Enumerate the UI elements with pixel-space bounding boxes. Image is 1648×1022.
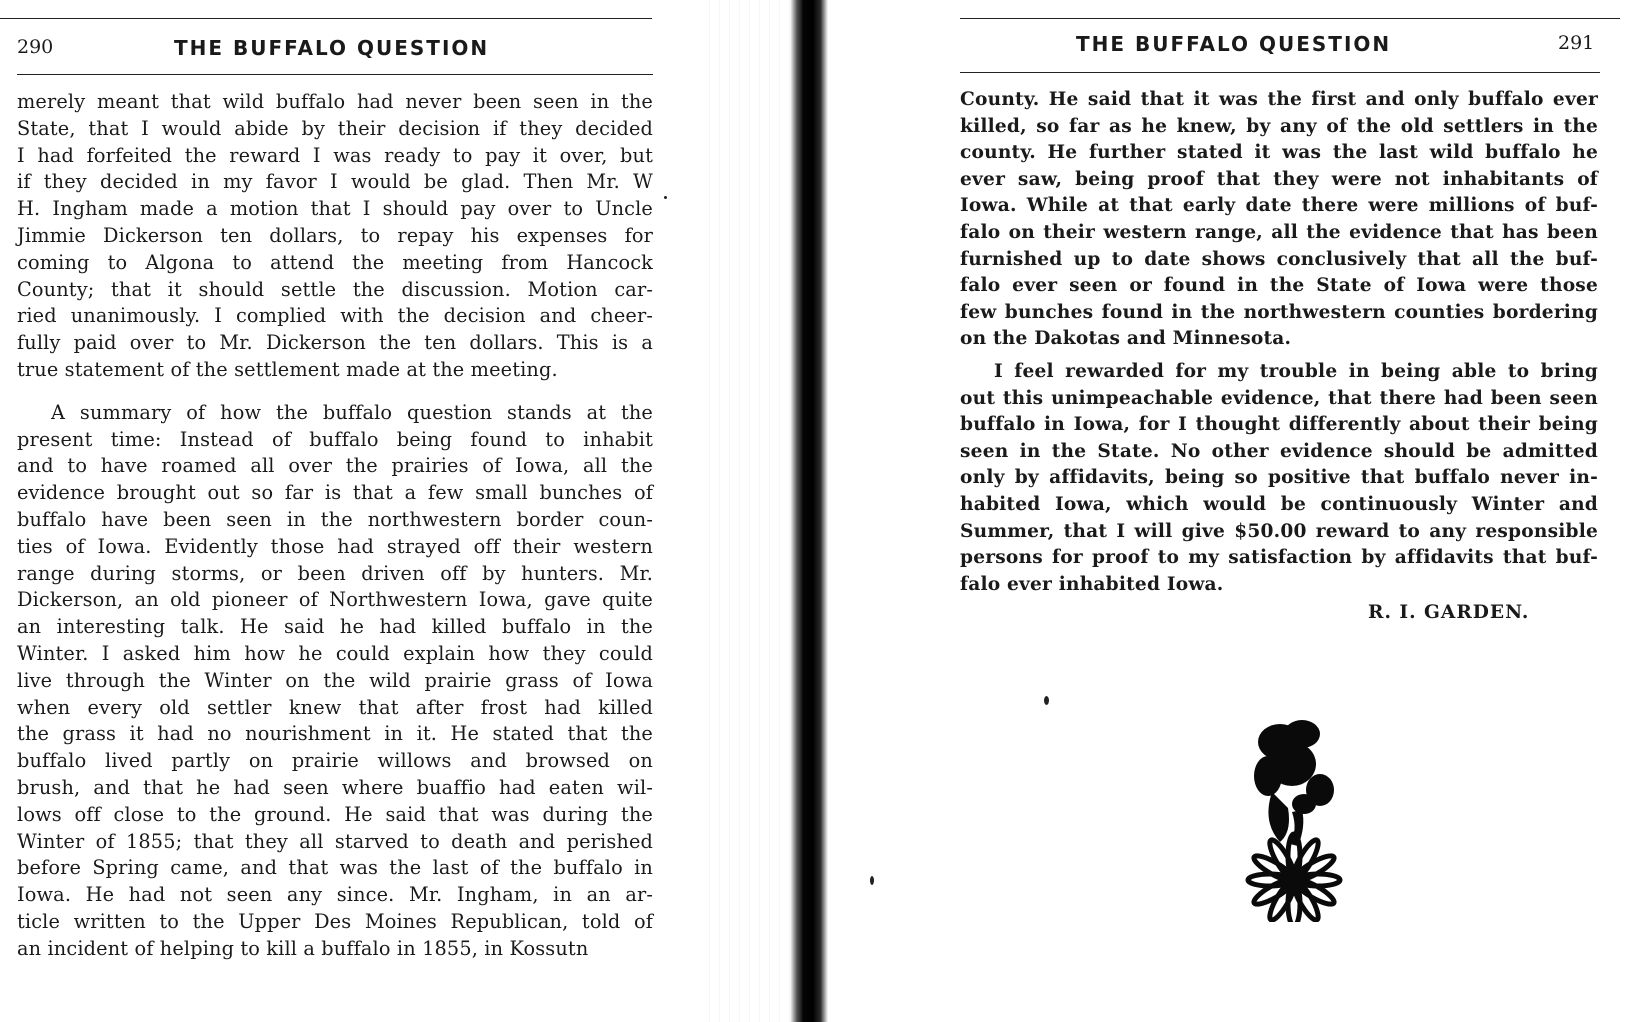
page-number: 290 (17, 36, 54, 58)
text-line: range during storms, or been driven off by hunters. Mr. (17, 561, 653, 585)
text-line: brush, and that he had seen where buaffio had eaten wil- (17, 776, 653, 799)
text-line: buffalo in Iowa, for I thought differently about their being (960, 414, 1598, 436)
text-line: County. He said that it was the first and only buffalo ever (960, 89, 1598, 110)
text-line: Jimmie Dickerson ten dollars, to repay his expenses for (17, 224, 653, 247)
text-line: only by affidavits, being so positive that buffalo never in- (960, 467, 1598, 489)
text-line: falo ever seen or found in the State of Iowa were those (960, 275, 1598, 297)
text-line: killed, so far as he knew, by any of the old settlers in the (960, 115, 1598, 137)
text-line: when every old settler knew that after frost had killed (17, 695, 653, 719)
text-line: the grass it had no nourishment in it. He stated that the (17, 722, 653, 746)
running-head-title: THE BUFFALO QUESTION (174, 36, 490, 60)
text-line: falo ever inhabited Iowa. (960, 573, 1224, 595)
text-line: merely meant that wild buffalo had never been seen in the (17, 90, 653, 113)
text-line: coming to Algona to attend the meeting from Hancock (17, 250, 653, 274)
book-gutter (790, 0, 828, 1022)
text-line: habited Iowa, which would be continuously Winter and (960, 494, 1598, 515)
print-speck (664, 196, 667, 199)
text-line: falo on their western range, all the evidence that has been (960, 222, 1598, 243)
left-page (0, 0, 700, 1022)
text-line: ried unanimously. I complied with the decision and cheer- (17, 304, 653, 328)
text-line: seen in the State. No other evidence should be admitted (960, 440, 1598, 462)
head-rule (960, 72, 1600, 73)
text-line: lows off close to the ground. He said that was during the (17, 802, 653, 826)
text-line: A summary of how the buffalo question stands at the (51, 400, 653, 424)
text-line: few bunches found in the northwestern counties bordering (960, 301, 1598, 323)
text-line: Summer, that I will give $50.00 reward to any responsible (960, 520, 1598, 542)
text-line: live through the Winter on the wild prairie grass of Iowa (17, 668, 653, 692)
text-line: an incident of helping to kill a buffalo in 1855, in Kossutn (17, 936, 589, 960)
text-line: State, that I would abide by their decision if they decided (17, 116, 653, 140)
text-line: Iowa. While at that early date there were millions of buf- (960, 195, 1598, 217)
text-line: ticle written to the Upper Des Moines Republican, told of (17, 910, 653, 933)
text-line: and to have roamed all over the prairies of Iowa, all the (17, 454, 653, 478)
text-line: evidence brought out so far is that a few small bunches of (17, 481, 653, 505)
top-rule (0, 18, 652, 19)
text-line: before Spring came, and that was the last of the buffalo in (17, 856, 653, 880)
text-line: an interesting talk. He said he had killed buffalo in the (17, 615, 653, 639)
text-line: present time: Instead of buffalo being found to inhabit (17, 427, 653, 451)
text-line: H. Ingham made a motion that I should pay over to Uncle (17, 197, 653, 221)
text-line: true statement of the settlement made at the meeting. (17, 358, 558, 381)
text-line: persons for proof to my satisfaction by affidavits that buf- (960, 547, 1598, 569)
head-rule (17, 74, 653, 75)
text-line: I feel rewarded for my trouble in being able to bring (994, 361, 1598, 382)
text-line: ties of Iowa. Evidently those had strayed off their western (17, 534, 653, 558)
text-line: furnished up to date shows conclusively that all the buf- (960, 248, 1598, 270)
text-line: fully paid over to Mr. Dickerson the ten dollars. This is a (17, 331, 653, 355)
text-line: buffalo have been seen in the northwestern border coun- (17, 508, 653, 531)
text-line: ever saw, being proof that they were not inhabitants of (960, 168, 1598, 190)
print-speck (1044, 696, 1049, 705)
page-number: 291 (1558, 32, 1595, 54)
signature: R. I. GARDEN. (1368, 602, 1530, 623)
text-line: on the Dakotas and Minnesota. (960, 328, 1292, 350)
text-line: Dickerson, an old pioneer of Northwestern Iowa, gave quite (17, 588, 653, 612)
text-line: if they decided in my favor I would be glad. Then Mr. W (17, 170, 653, 194)
running-head-title: THE BUFFALO QUESTION (1076, 32, 1392, 56)
text-line: county. He further stated it was the last wild buffalo he (960, 142, 1598, 164)
running-head (960, 32, 1648, 64)
running-head (0, 36, 700, 64)
floral-ornament-icon (1232, 712, 1372, 922)
text-line: County; that it should settle the discussion. Motion car- (17, 277, 653, 301)
print-speck (870, 876, 874, 885)
text-line: Iowa. He had not seen any since. Mr. Ingham, in an ar- (17, 883, 653, 907)
text-line: Winter of 1855; that they all starved to death and perished (17, 829, 653, 853)
text-line: buffalo lived partly on prairie willows and browsed on (17, 749, 653, 773)
text-line: Winter. I asked him how he could explain how they could (17, 642, 653, 665)
text-line: out this unimpeachable evidence, that there had been seen (960, 387, 1598, 409)
top-rule (960, 18, 1620, 19)
gutter-shadow (700, 0, 790, 1022)
text-line: I had forfeited the reward I was ready to pay it over, but (17, 143, 653, 167)
